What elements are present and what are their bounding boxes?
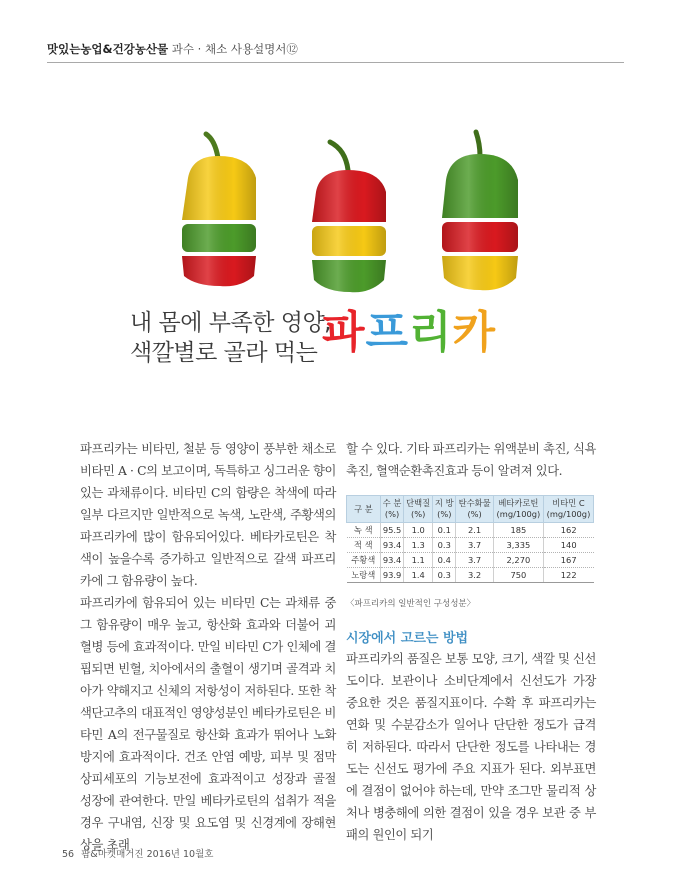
- article-subtitle: [130, 308, 331, 368]
- table-cell: 0.3: [433, 568, 456, 583]
- table-cell: 93.9: [381, 568, 404, 583]
- table-header-cell: 비타민 C (mg/100g): [543, 496, 593, 523]
- table-cell: 2,270: [493, 553, 543, 568]
- title-char-2: 프: [365, 307, 410, 358]
- left-column: [80, 438, 336, 856]
- table-row: [347, 553, 594, 568]
- table-cell: 185: [493, 523, 543, 538]
- table-cell: 167: [543, 553, 593, 568]
- table-cell: 162: [543, 523, 593, 538]
- table-header-cell: 탄수화물 (%): [456, 496, 494, 523]
- table-header-cell: 지 방 (%): [433, 496, 456, 523]
- table-cell: 주황색: [347, 553, 381, 568]
- table-cell: 1.1: [404, 553, 433, 568]
- table-cell: 2.1: [456, 523, 494, 538]
- table-row: [347, 538, 594, 553]
- table-cell: 1.3: [404, 538, 433, 553]
- table-cell: 0.1: [433, 523, 456, 538]
- paprika-illustration: [160, 128, 540, 298]
- title-char-3: 리: [409, 307, 453, 358]
- body-paragraph: 할 수 있다. 기타 파프리카는 위액분비 촉진, 식욕촉진, 혈액순환촉진효과 등이 알려져 있다.: [346, 442, 596, 478]
- table-cell: 노랑색: [347, 568, 381, 583]
- title-char-4: 카: [452, 307, 497, 358]
- table-cell: 140: [543, 538, 593, 553]
- table-header-cell: 단백질 (%): [404, 496, 433, 523]
- table-cell: 1.4: [404, 568, 433, 583]
- body-paragraph: 파프리카에 함유되어 있는 비타민 C는 과채류 중 그 함유량이 매우 높고, 항산화 효과와 더불어 괴혈병 등에 효과적이다. 만일 비타민 C가 인체에 결핍되면 빈혈, 치아에서의 출혈이 생기며 골격과 치아가 약해지고 신체의 저항성이 저하된다. 또한 착색단고추의 대표적인 영양성분인 베타카로틴은 비타민 A의 전구물질로 항산화 효과가 뛰어나 노화방지에 효과적이다. 건조 안염 예방, 피부 및 점막 상피세포의 기능보전에 효과적이고 성장과 골절 성장에 관여한다. 만일 베타카로틴의 섭취가 적을 경우 구내염, 신장 및 요도염 및 신경계에 장해현상을 초래: [80, 596, 336, 852]
- table-cell: 0.4: [433, 553, 456, 568]
- table-cell: 녹 색: [347, 523, 381, 538]
- table-row: [347, 568, 594, 583]
- subtitle-line-2: 색깔별로 골라 먹는: [130, 340, 318, 366]
- pepper-red-yellow-green: [312, 142, 386, 292]
- table-row: [347, 523, 594, 538]
- table-cell: 122: [543, 568, 593, 583]
- header-series: 맛있는농업&건강농산물: [47, 42, 169, 56]
- table-cell: 93.4: [381, 553, 404, 568]
- table-cell: 3,335: [493, 538, 543, 553]
- nutrition-table: [346, 495, 594, 583]
- right-column-intro: [346, 438, 596, 482]
- table-cell: 1.0: [404, 523, 433, 538]
- page-number: 56: [62, 849, 75, 860]
- table-header-cell: 베타카로틴 (mg/100g): [493, 496, 543, 523]
- article-title: [322, 296, 496, 360]
- running-header: [47, 41, 298, 57]
- table-cell: 3.2: [456, 568, 494, 583]
- header-subtitle: 과수 · 채소 사용설명서⑫: [168, 42, 298, 56]
- pepper-yellow-green-red: [182, 134, 256, 286]
- body-paragraph: 파프리카의 품질은 보통 모양, 크기, 색깔 및 신선도이다. 보관이나 소비단계에서 신선도가 가장 중요한 것은 품질지표이다. 수확 후 파프리카는 연화 및 수분감소가 일어나 단단한 정도가 급격히 저하된다. 따라서 단단한 정도를 나타내는 경도는 신선도 평가에 주요 지표가 된다. 외부표면에 결점이 없어야 하는데, 만약 조그만 물리적 상처나 병충해에 의한 결점이 있을 경우 보관 중 부패의 원인이 되기: [346, 652, 596, 842]
- table-header-cell: 수 분 (%): [381, 496, 404, 523]
- footer-magazine: 팜&마켓매거진 2016년 10월호: [81, 849, 214, 860]
- pepper-green-red-yellow: [442, 132, 518, 290]
- table-header-cell: 구 분: [347, 496, 381, 523]
- title-char-1: 파: [322, 307, 366, 358]
- table-caption: 〈파프리카의 일반적인 구성성분〉: [346, 599, 476, 609]
- table-cell: 95.5: [381, 523, 404, 538]
- table-cell: 적 색: [347, 538, 381, 553]
- table-cell: 3.7: [456, 538, 494, 553]
- section-heading: 시장에서 고르는 방법: [346, 631, 469, 646]
- table-cell: 750: [493, 568, 543, 583]
- subtitle-line-1: 내 몸에 부족한 영양,: [130, 310, 331, 336]
- table-cell: 0.3: [433, 538, 456, 553]
- header-divider: [47, 62, 624, 63]
- page-footer: [62, 846, 213, 860]
- table-cell: 3.7: [456, 553, 494, 568]
- table-header-row: [347, 496, 594, 523]
- table-cell: 93.4: [381, 538, 404, 553]
- body-paragraph: 파프리카는 비타민, 철분 등 영양이 풍부한 채소로 비타민 A · C의 보고이며, 독특하고 싱그러운 향이 있는 과채류이다. 비타민 C의 함량은 착색에 따라 일부 다르지만 일반적으로 녹색, 노란색, 주황색의 파프리카에 많이 함유되어있다. 베타카로틴은 착색이 높을수록 증가하고 일반적으로 갈색 파프리카에 그 함유량이 높다.: [80, 442, 336, 588]
- right-column-body: [346, 648, 596, 846]
